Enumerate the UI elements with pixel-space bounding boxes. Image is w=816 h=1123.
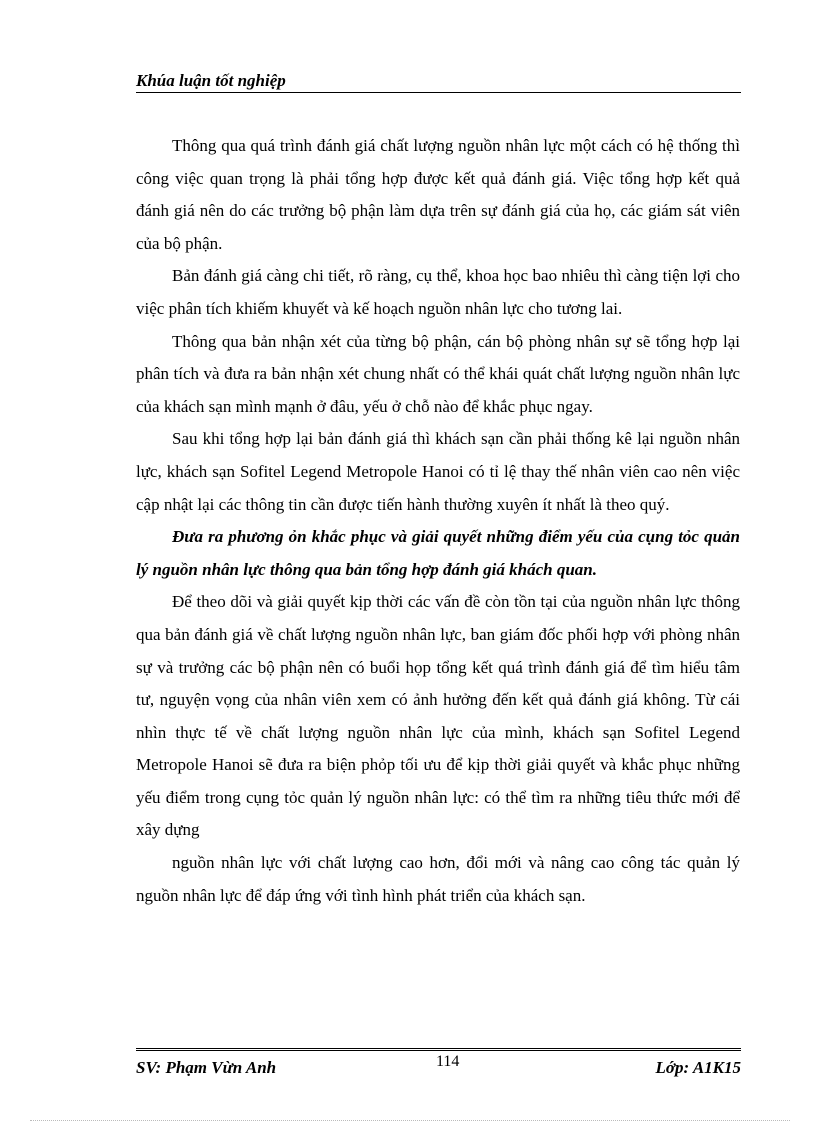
class-label: Lớp: A1K15 <box>655 1058 741 1077</box>
thesis-title: Khúa luận tốt nghiệp <box>136 71 286 90</box>
body-text <box>136 130 740 912</box>
paragraph: Sau khi tổng hợp lại bản đánh giá thì khách sạn cần phải thống kê lại nguồn nhân lực, khách sạn Sofitel Legend Metropole Hanoi có tỉ lệ thay thế nhân viên cao nên việc cập nhật lại các thông tin cần được tiến hành thường xuyên ít nhất là theo quý. <box>136 429 740 514</box>
paragraph: Thông qua quá trình đánh giá chất lượng nguồn nhân lực một cách có hệ thống thì công việc quan trọng là phải tổng hợp được kết quả đánh giá. Việc tổng hợp kết quả đánh giá nên do các trưởng bộ phận làm dựa trên sự đánh giá của họ, các giám sát viên của bộ phận. <box>136 136 740 253</box>
header-rule <box>136 92 741 93</box>
footer-rule <box>136 1048 741 1051</box>
page-footer <box>136 1048 741 1082</box>
page-edge-divider <box>30 1120 790 1121</box>
paragraph: Thông qua bản nhận xét của từng bộ phận, cán bộ phòng nhân sự sẽ tổng hợp lại phân tích và đưa ra bản nhận xét chung nhất có thể khái quát chất lượng nguồn nhân lực của khách sạn mình mạnh ở đâu, yếu ở chỗ nào để khắc phục ngay. <box>136 331 740 416</box>
paragraph: Để theo dõi và giải quyết kịp thời các vấn đề còn tồn tại của nguồn nhân lực thông qua bản đánh giá về chất lượng nguồn nhân lực, ban giám đốc phối hợp với phòng nhân sự và trưởng các bộ phận nên có buổi họp tổng kết quá trình đánh giá để tìm hiểu tâm tư, nguyện vọng của nhân viên xem có ảnh hưởng đến kết quả đánh giá không. Từ cái nhìn thực tế về chất lượng nguồn nhân lực của mình, khách sạn Sofitel Legend Metropole Hanoi sẽ đưa ra biện phỏp tối ưu để kịp thời giải quyết và khắc phục những yếu điểm trong cụng tỏc quản lý nguồn nhân lực: có thể tìm ra những tiêu thức mới để xây dựng <box>136 592 740 840</box>
student-name: SV: Phạm Vừn Anh <box>136 1058 277 1077</box>
paragraph: nguồn nhân lực với chất lượng cao hơn, đổi mới và nâng cao công tác quản lý nguồn nhân lực để đáp ứng với tình hình phát triển của khách sạn. <box>136 853 740 905</box>
page-number: 114 <box>436 1053 460 1070</box>
section-heading: Đưa ra phương ỏn khắc phục và giải quyết những điểm yếu của cụng tỏc quản lý nguồn nhân lực thông qua bản tổng hợp đánh giá khách quan. <box>136 527 740 579</box>
paragraph: Bản đánh giá càng chi tiết, rõ ràng, cụ thể, khoa học bao nhiêu thì càng tiện lợi cho việc phân tích khiếm khuyết và kế hoạch nguồn nhân lực cho tương lai. <box>136 266 740 318</box>
page-header <box>136 70 741 93</box>
